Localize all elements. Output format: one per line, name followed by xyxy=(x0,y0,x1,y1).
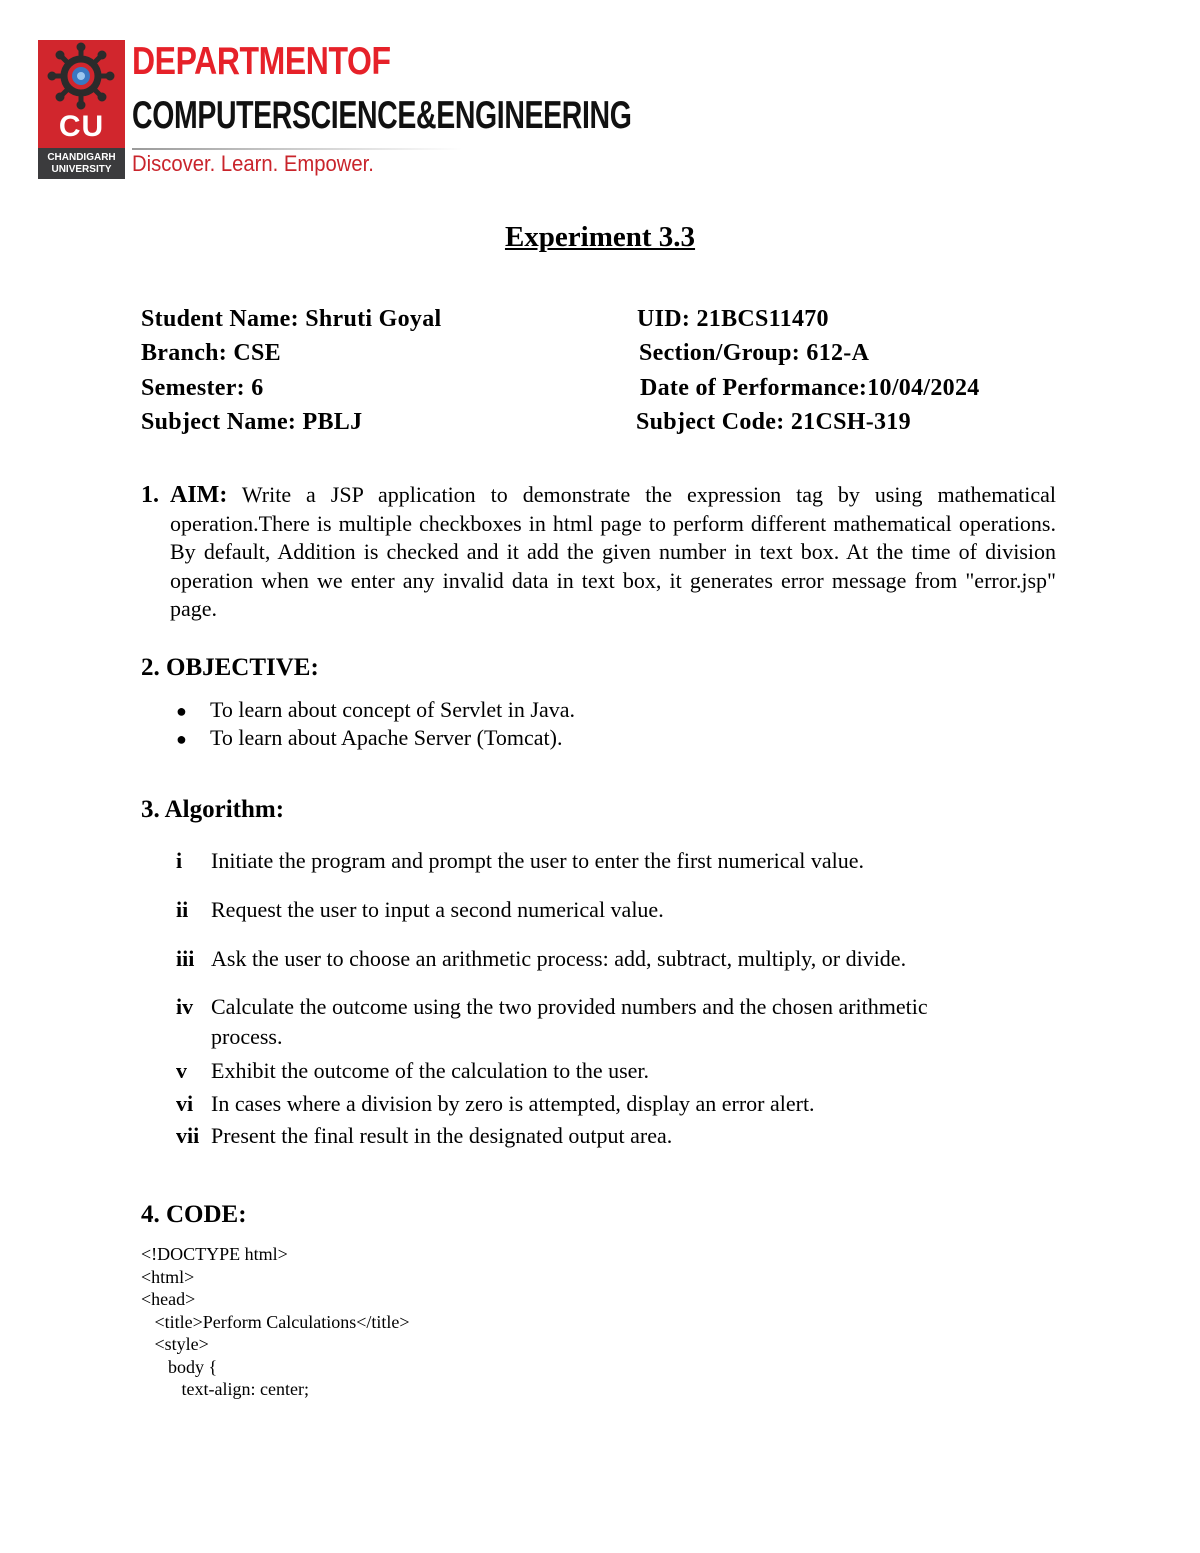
code-line: <html> xyxy=(141,1266,195,1287)
code-line: text-align: center; xyxy=(141,1379,309,1399)
student-section: Section/Group: 612-A xyxy=(639,340,870,366)
letterhead xyxy=(38,40,698,182)
step-number: iii xyxy=(176,946,195,971)
code-block xyxy=(141,1243,410,1401)
code-line: <head> xyxy=(141,1289,196,1309)
step-text: Ask the user to choose an arithmetic process: add, subtract, multiply, or divide. xyxy=(211,946,907,971)
performance-date: Date of Performance:10/04/2024 xyxy=(640,375,980,401)
student-branch: Branch: CSE xyxy=(141,340,281,366)
subject-name: Subject Name: PBLJ xyxy=(141,409,363,435)
logo-band-line1: CHANDIGARH xyxy=(47,152,116,163)
step-text: Exhibit the outcome of the calculation to the user. xyxy=(211,1058,650,1083)
aim-paragraph xyxy=(170,481,1056,624)
step-number: iv xyxy=(176,994,194,1019)
algorithm-step xyxy=(176,1121,1026,1151)
bullet-icon: ● xyxy=(176,701,187,721)
algorithm-step xyxy=(176,1089,1026,1119)
aim-label: AIM: xyxy=(170,482,228,508)
logo-cu-text: CU xyxy=(58,110,105,143)
university-tagline: Discover. Learn. Empower. xyxy=(132,151,374,176)
algorithm-step xyxy=(176,944,1026,974)
aim-number: 1. xyxy=(141,482,159,508)
logo-band-line2: UNIVERSITY xyxy=(51,164,112,175)
logo-university-band xyxy=(38,148,125,179)
step-text: Present the final result in the designated output area. xyxy=(211,1123,673,1148)
student-uid: UID: 21BCS11470 xyxy=(637,306,829,332)
student-name: Student Name: Shruti Goyal xyxy=(141,306,442,332)
step-number: vii xyxy=(176,1123,200,1148)
department-title: DEPARTMENTOF xyxy=(132,40,391,83)
student-semester: Semester: 6 xyxy=(141,375,264,401)
algorithm-step xyxy=(176,1056,1026,1086)
algorithm-step xyxy=(176,992,976,1052)
objective-heading: 2. OBJECTIVE: xyxy=(141,654,319,681)
objective-item xyxy=(176,725,562,751)
code-heading: 4. CODE: xyxy=(141,1201,247,1228)
aim-section xyxy=(141,481,1056,624)
algorithm-step xyxy=(176,846,1026,876)
objective-item-text: To learn about concept of Servlet in Java. xyxy=(210,697,575,722)
code-line: <!DOCTYPE html> xyxy=(141,1244,288,1264)
step-number: v xyxy=(176,1058,187,1083)
step-number: i xyxy=(176,848,183,873)
code-line: <style> xyxy=(141,1334,209,1354)
code-line: <title>Perform Calculations</title> xyxy=(141,1311,410,1332)
aim-text: Write a JSP application to demonstrate the expression tag by using mathematical operation.There is multiple checkboxes in html page to perform different mathematical operations. By default, Addition is checked and it add the given number in text box. At the time of division operation when we enter any invalid data in text box, it generates error message from "error.jsp" page. xyxy=(170,482,1056,621)
objective-item-text: To learn about Apache Server (Tomcat). xyxy=(210,725,563,750)
step-text: In cases where a division by zero is attempted, display an error alert. xyxy=(211,1091,815,1116)
experiment-title: Experiment 3.3 xyxy=(504,221,696,253)
bullet-icon: ● xyxy=(176,729,187,749)
subject-code: Subject Code: 21CSH-319 xyxy=(636,409,911,435)
algorithm-heading: 3. Algorithm: xyxy=(141,796,285,823)
university-logo xyxy=(38,40,125,179)
objective-item xyxy=(176,697,575,723)
code-line: body { xyxy=(141,1356,218,1377)
step-text: Calculate the outcome using the two provided numbers and the chosen arithmetic process. xyxy=(211,994,928,1049)
algorithm-step xyxy=(176,895,1026,925)
step-text: Initiate the program and prompt the user to enter the first numerical value. xyxy=(211,848,865,873)
step-text: Request the user to input a second numerical value. xyxy=(211,897,664,922)
step-number: vi xyxy=(176,1091,194,1116)
department-name: COMPUTERSCIENCE&ENGINEERING xyxy=(132,94,632,137)
step-number: ii xyxy=(176,897,189,922)
header-divider xyxy=(132,148,462,150)
